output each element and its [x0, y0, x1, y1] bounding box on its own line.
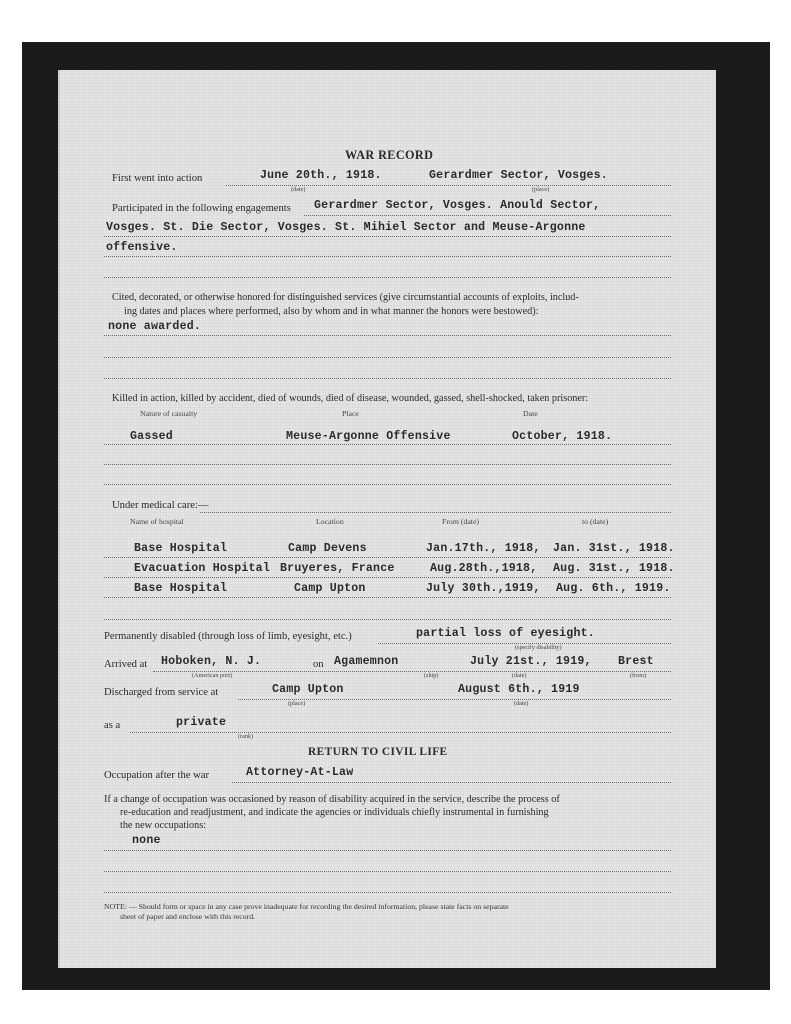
- hospital-2-to: Aug. 31st., 1918.: [553, 562, 675, 575]
- rank-value: private: [176, 716, 227, 729]
- engagements-value-1: Gerardmer Sector, Vosges. Anould Sector,: [314, 199, 601, 212]
- as-a-label: as a: [104, 720, 121, 731]
- casualty-date: October, 1918.: [512, 430, 613, 443]
- hospital-line-3: [104, 597, 671, 598]
- place-caption: (place): [532, 186, 550, 193]
- disabled-label: Permanently disabled (through loss of limb, eyesight, etc.): [104, 631, 352, 642]
- form-title: WAR RECORD: [345, 148, 434, 162]
- change-label-1: If a change of occupation was occasioned by reason of disability acquired in the service, describe the process of: [104, 794, 560, 805]
- port-caption: (American port): [192, 672, 233, 679]
- change-line-3: [104, 892, 671, 893]
- change-value: none: [132, 834, 161, 847]
- engagements-value-2: Vosges. St. Die Sector, Vosges. St. Mihiel Sector and Meuse-Argonne: [106, 221, 586, 234]
- casualty-label: Killed in action, killed by accident, died of wounds, died of disease, wounded, gassed, shell-shocked, taken prisoner:: [112, 393, 589, 404]
- note-line-2: sheet of paper and enclose with this record.: [120, 912, 256, 921]
- hospital-line-1: [104, 557, 671, 558]
- cited-label-2: ing dates and places where performed, also by whom and in what manner the honors were bestowed):: [124, 306, 539, 317]
- occupation-label: Occupation after the war: [104, 770, 210, 781]
- occupation-value: Attorney-At-Law: [246, 766, 354, 779]
- specify-caption: (specify disability): [515, 644, 562, 651]
- hospital-line-2: [104, 577, 671, 578]
- arrival-date-caption: (date): [512, 672, 527, 679]
- arrived-port: Hoboken, N. J.: [161, 655, 262, 668]
- casualty-line-1: [104, 444, 671, 445]
- on-label: on: [313, 659, 324, 670]
- cited-value: none awarded.: [108, 320, 202, 333]
- discharge-place-caption: (place): [288, 700, 306, 707]
- col-to: to (date): [582, 517, 609, 526]
- hospital-3-from: July 30th.,1919,: [426, 582, 541, 595]
- hospital-3-location: Camp Upton: [294, 582, 366, 595]
- rank-caption: (rank): [238, 733, 254, 740]
- arrived-date: July 21st., 1919,: [470, 655, 592, 668]
- cited-line-2: [104, 357, 671, 358]
- hospital-1-to: Jan. 31st., 1918.: [553, 542, 675, 555]
- change-label-3: the new occupations:: [120, 820, 207, 831]
- casualty-line-3: [104, 484, 671, 485]
- arrived-from: Brest: [618, 655, 654, 668]
- casualty-nature: Gassed: [130, 430, 173, 443]
- hospital-2-name: Evacuation Hospital: [134, 562, 270, 575]
- col-hospital: Name of hospital: [130, 517, 184, 526]
- hospital-line-4: [104, 619, 671, 620]
- from-caption: (from): [630, 672, 647, 679]
- change-line-2: [104, 871, 671, 872]
- cited-line-1: [104, 335, 671, 336]
- hospital-3-to: Aug. 6th., 1919.: [556, 582, 671, 595]
- col-location: Location: [316, 517, 344, 526]
- discharged-place: Camp Upton: [272, 683, 344, 696]
- engagements-line-2: [104, 236, 671, 237]
- first-action-label: First went into action: [112, 173, 203, 184]
- rank-line: [130, 732, 671, 733]
- casualty-place: Meuse-Argonne Offensive: [286, 430, 451, 443]
- arrived-ship: Agamemnon: [334, 655, 399, 668]
- col-nature: Nature of casualty: [140, 409, 198, 418]
- arrived-label: Arrived at: [104, 659, 148, 670]
- cited-label-1: Cited, decorated, or otherwise honored for distinguished services (give circumstantial accounts of exploits, includ-: [112, 292, 579, 303]
- note-line-1: NOTE: — Should form or space in any case prove inadequate for recording the desired information, please state facts on separate: [104, 902, 509, 911]
- engagements-label: Participated in the following engagements: [112, 203, 291, 214]
- engagements-line-4: [104, 277, 671, 278]
- civil-title: RETURN TO CIVIL LIFE: [308, 746, 448, 758]
- medical-label: Under medical care:—: [112, 500, 209, 511]
- discharged-label: Discharged from service at: [104, 687, 219, 698]
- discharged-date: August 6th., 1919: [458, 683, 580, 696]
- col-place: Place: [342, 409, 359, 418]
- hospital-3-name: Base Hospital: [134, 582, 228, 595]
- discharge-date-caption: (date): [514, 700, 529, 707]
- first-action-place: Gerardmer Sector, Vosges.: [429, 169, 608, 182]
- hospital-1-location: Camp Devens: [288, 542, 367, 555]
- war-record-form: [58, 70, 716, 968]
- hospital-2-location: Bruyeres, France: [280, 562, 395, 575]
- occupation-line: [232, 782, 671, 783]
- medical-line: [200, 512, 671, 513]
- hospital-1-from: Jan.17th., 1918,: [426, 542, 541, 555]
- change-line-1: [104, 850, 671, 851]
- cited-line-3: [104, 378, 671, 379]
- first-action-date: June 20th., 1918.: [260, 169, 382, 182]
- col-date: Date: [523, 409, 538, 418]
- hospital-2-from: Aug.28th.,1918,: [430, 562, 538, 575]
- col-from: From (date): [442, 517, 480, 526]
- disabled-value: partial loss of eyesight.: [416, 627, 595, 640]
- date-caption: (date): [291, 186, 306, 193]
- ship-caption: (ship): [424, 672, 439, 679]
- engagements-line-3: [104, 256, 671, 257]
- hospital-1-name: Base Hospital: [134, 542, 228, 555]
- engagements-line-1: [304, 215, 671, 216]
- casualty-line-2: [104, 464, 671, 465]
- engagements-value-3: offensive.: [106, 241, 178, 254]
- change-label-2: re-education and readjustment, and indicate the agencies or individuals chiefly instrumental in furnishing: [120, 807, 549, 818]
